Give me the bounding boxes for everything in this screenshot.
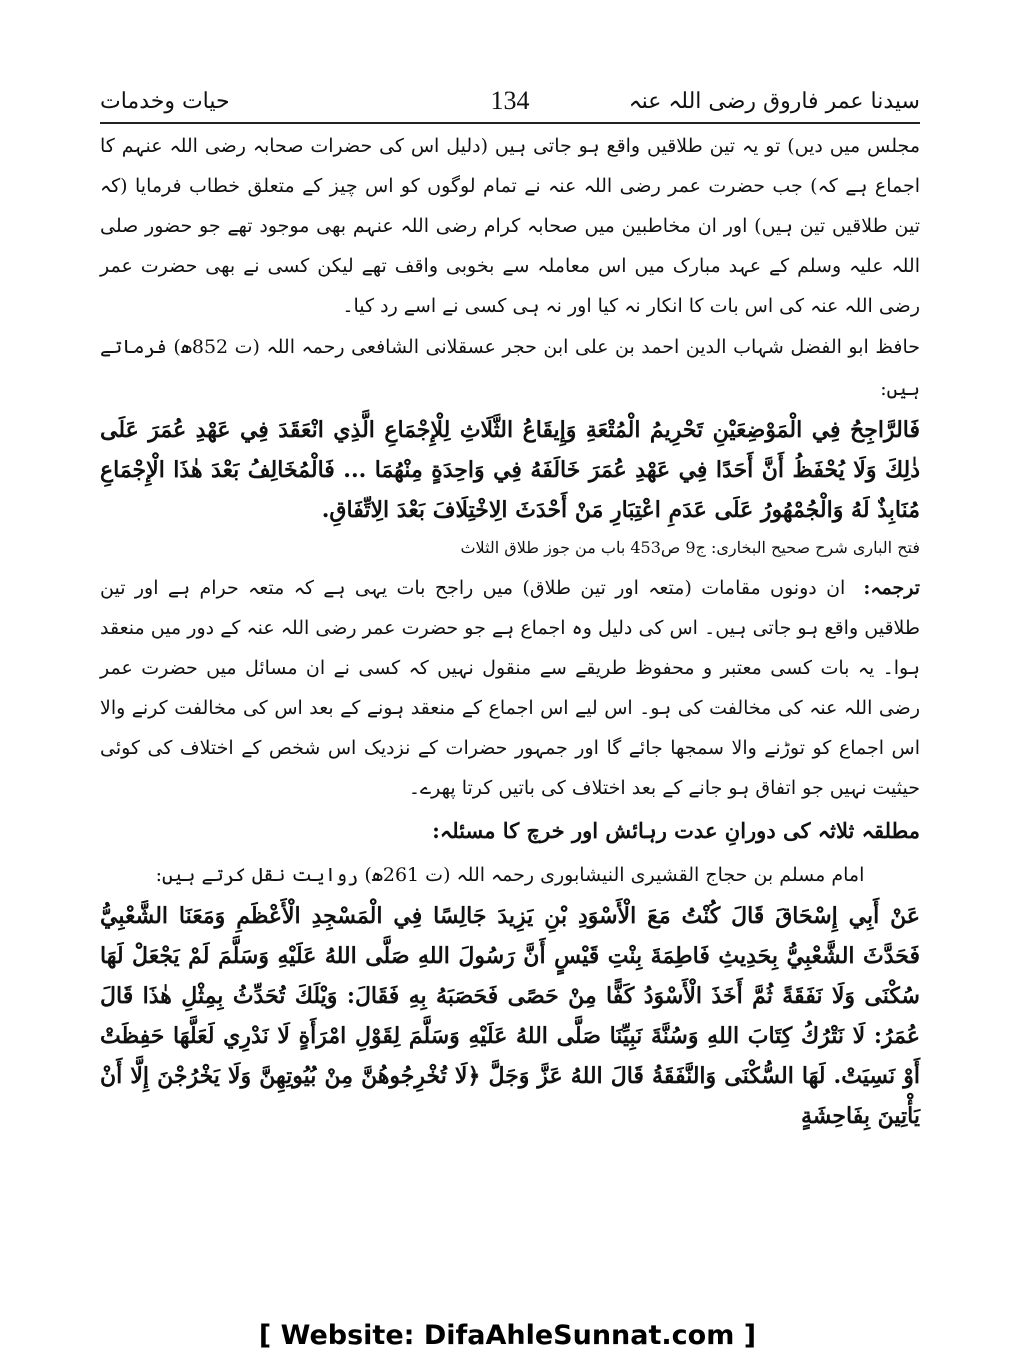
page-header [100, 78, 920, 124]
arabic-quote-1: فَالرَّاجِحُ فِي الْمَوْضِعَيْنِ تَحْرِيمُ الْمُتْعَةِ وَإِيقَاعُ الثَّلَاثِ لِلْإِجْمَاعِ الَّذِي انْعَقَدَ فِي عَهْدِ عُمَرَ عَلَى ذٰلِكَ وَلَا يُحْفَظُ أَنَّ أَحَدًا فِي عَهْدِ عُمَرَ خَالَفَهُ فِي وَاحِدَةٍ مِنْهُمَا ... فَالْمُخَالِفُ بَعْدَ هٰذَا الْإِجْمَاعِ مُنَابِذٌ لَهُ وَالْجُمْهُورُ عَلَى عَدَمِ اعْتِبَارِ مَنْ أَحْدَثَ الِاخْتِلَافَ بَعْدَ الِاتِّفَاقِ. [100, 417, 920, 523]
intro-imam-muslim: امام مسلم بن حجاج القشیری النیشابوری رحمہ اللہ (ت 261ھ) روایت نقل کرتے ہیں: [155, 864, 865, 886]
translation-label: ترجمہ: [863, 577, 920, 599]
paragraph-1: مجلس میں دیں) تو یہ تین طلاقیں واقع ہو جاتی ہیں (دلیل اس کی حضرات صحابہ رضی اللہ عنہم کا اجماع ہے کہ) جب حضرت عمر رضی اللہ عنہ نے تمام لوگوں کو اس چیز کے متعلق خطاب فرمایا (کہ تین طلاقیں تین ہیں) اور ان مخاطبین میں صحابہ کرام رضی اللہ عنہم بھی موجود تھے جو حضور صلی اللہ علیہ وسلم کے عہد مبارک میں اس معاملہ سے بخوبی واقف تھے لیکن کسی نے بھی حضرت عمر رضی اللہ عنہ کی اس بات کا انکار نہ کیا اور نہ ہی کسی نے اسے رد کیا۔ [100, 135, 920, 317]
reference-fath-al-bari: فتح الباری شرح صحیح البخاری: ج9 ص453 باب من جوز طلاق الثلاث [460, 538, 920, 557]
translation-paragraph [100, 568, 920, 808]
intro-ibn-hajar: حافظ ابو الفضل شہاب الدین احمد بن علی ابن حجر عسقلانی الشافعی رحمہ اللہ (ت 852ھ) فرماتے ہیں: [100, 336, 920, 400]
page-number: 134 [490, 86, 530, 115]
section-heading: مطلقہ ثلاثہ کی دورانِ عدت رہائش اور خرچ کا مسئلہ: [432, 818, 920, 843]
book-title: حیات وخدمات [100, 89, 230, 114]
website-footer: [ Website: DifaAhleSunnat.com ] [258, 1320, 757, 1351]
arabic-hadith: عَنْ أَبِي إِسْحَاقَ قَالَ كُنْتُ مَعَ الْأَسْوَدِ بْنِ يَزِيدَ جَالِسًا فِي الْمَسْجِدِ الْأَعْظَمِ وَمَعَنَا الشَّعْبِيُّ فَحَدَّثَ الشَّعْبِيُّ بِحَدِيثِ فَاطِمَةَ بِنْتِ قَيْسٍ أَنَّ رَسُولَ اللهِ صَلَّى اللهُ عَلَيْهِ وَسَلَّمَ لَمْ يَجْعَلْ لَهَا سُكْنَى وَلَا نَفَقَةً ثُمَّ أَخَذَ الْأَسْوَدُ كَفًّا مِنْ حَصًى فَحَصَبَهُ بِهِ فَقَالَ: وَيْلَكَ تُحَدِّثُ بِمِثْلِ هٰذَا قَالَ عُمَرُ: لَا نَتْرُكُ كِتَابَ اللهِ وَسُنَّةَ نَبِيِّنَا صَلَّى اللهُ عَلَيْهِ وَسَلَّمَ لِقَوْلِ امْرَأَةٍ لَا نَدْرِي لَعَلَّهَا حَفِظَتْ أَوْ نَسِيَتْ. لَهَا السُّكْنَى وَالنَّفَقَةُ قَالَ اللهُ عَزَّ وَجَلَّ ﴿لَا تُخْرِجُوهُنَّ مِنْ بُيُوتِهِنَّ وَلَا يَخْرُجْنَ إِلَّا أَنْ يَأْتِينَ بِفَاحِشَةٍ [100, 903, 920, 1129]
translation-text: ان دونوں مقامات (متعہ اور تین طلاق) میں راجح بات یہی ہے کہ متعہ حرام ہے اور تین طلاقیں واقع ہو جاتی ہیں۔ اس کی دلیل وہ اجماع ہے جو حضرت عمر رضی اللہ عنہ کے دور میں منعقد ہوا۔ یہ بات کسی معتبر و محفوظ طریقے سے منقول نہیں کہ کسی نے ان مسائل میں حضرت عمر رضی اللہ عنہ کی مخالفت کی ہو۔ اس لیے اس اجماع کے منعقد ہونے کے بعد اس کی مخالفت کرنے والا اس اجماع کو توڑنے والا سمجھا جائے گا اور جمہور حضرات کے نزدیک اس شخص کے اختلاف کی کوئی حیثیت نہیں جو اتفاق ہو جانے کے بعد اختلاف کی باتیں کرتا پھرے۔ [100, 577, 920, 799]
chapter-title: سیدنا عمر فاروق رضی اللہ عنہ [628, 89, 920, 114]
page-body [100, 126, 920, 1136]
